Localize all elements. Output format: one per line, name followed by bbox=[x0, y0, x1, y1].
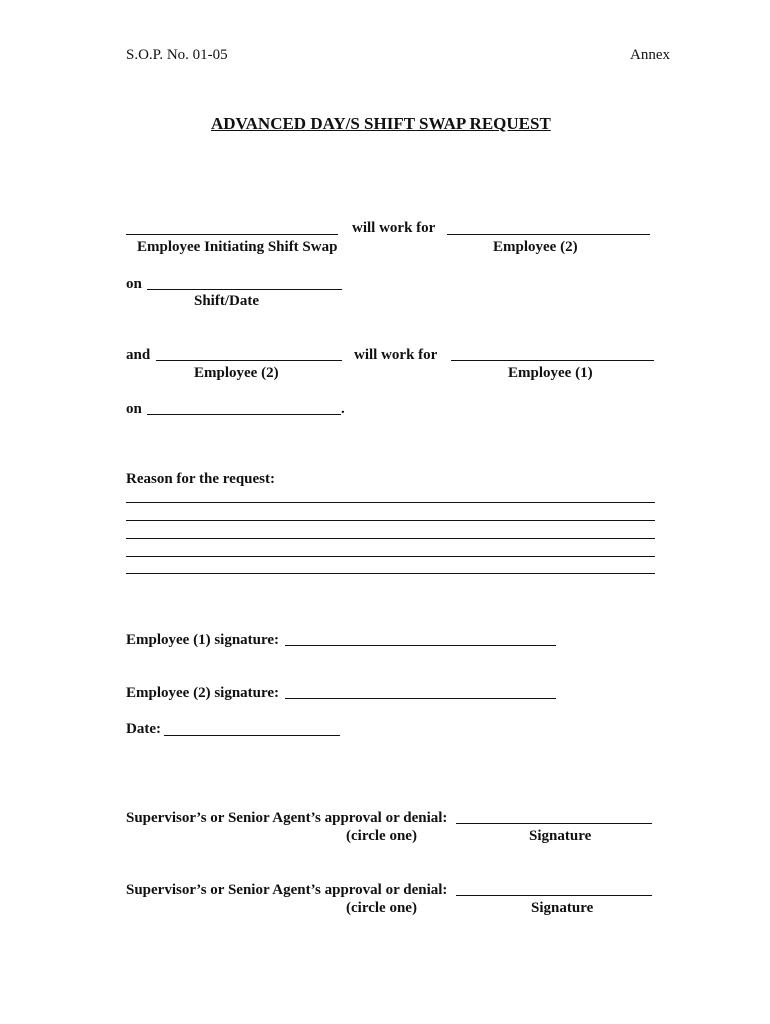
signature-caption: Signature bbox=[529, 828, 592, 844]
reason-line[interactable] bbox=[126, 538, 655, 539]
approval-signature-blank[interactable] bbox=[456, 823, 652, 824]
approval-signature-blank-2[interactable] bbox=[456, 895, 652, 896]
employee2-second-blank[interactable] bbox=[156, 360, 342, 361]
will-work-for-label: will work for bbox=[352, 220, 436, 236]
employee1-caption: Employee (1) bbox=[508, 365, 593, 381]
reason-label: Reason for the request: bbox=[126, 471, 276, 487]
second-date-blank[interactable] bbox=[147, 414, 341, 415]
shift-date-blank[interactable] bbox=[147, 289, 342, 290]
employee2-signature-blank[interactable] bbox=[285, 698, 556, 699]
circle-one-caption-2: (circle one) bbox=[346, 900, 417, 916]
employee2-signature-label: Employee (2) signature: bbox=[126, 685, 280, 701]
signature-caption-2: Signature bbox=[531, 900, 594, 916]
sop-number: S.O.P. No. 01-05 bbox=[126, 47, 228, 63]
reason-line[interactable] bbox=[126, 502, 655, 503]
reason-line[interactable] bbox=[126, 556, 655, 557]
will-work-for-label-2: will work for bbox=[354, 347, 438, 363]
employee2-caption: Employee (2) bbox=[493, 239, 578, 255]
employee1-signature-label: Employee (1) signature: bbox=[126, 632, 280, 648]
employee2-caption-2: Employee (2) bbox=[194, 365, 279, 381]
annex-label: Annex bbox=[630, 47, 670, 63]
date-label: Date: bbox=[126, 721, 161, 737]
circle-one-caption: (circle one) bbox=[346, 828, 417, 844]
form-title: ADVANCED DAY/S SHIFT SWAP REQUEST bbox=[211, 114, 551, 133]
reason-line[interactable] bbox=[126, 573, 655, 574]
on-label-2: on bbox=[126, 401, 142, 417]
approval-label: Supervisor’s or Senior Agent’s approval or denial: bbox=[126, 810, 448, 826]
initiator-blank[interactable] bbox=[126, 234, 338, 235]
on-label: on bbox=[126, 276, 142, 292]
date-blank[interactable] bbox=[164, 735, 340, 736]
reason-line[interactable] bbox=[126, 520, 655, 521]
period: . bbox=[341, 401, 345, 417]
shift-date-caption: Shift/Date bbox=[194, 293, 259, 309]
employee2-blank[interactable] bbox=[447, 234, 650, 235]
approval-label-2: Supervisor’s or Senior Agent’s approval or denial: bbox=[126, 882, 448, 898]
employee1-signature-blank[interactable] bbox=[285, 645, 556, 646]
initiator-caption: Employee Initiating Shift Swap bbox=[137, 239, 338, 255]
employee1-blank[interactable] bbox=[451, 360, 654, 361]
and-label: and bbox=[126, 347, 151, 363]
